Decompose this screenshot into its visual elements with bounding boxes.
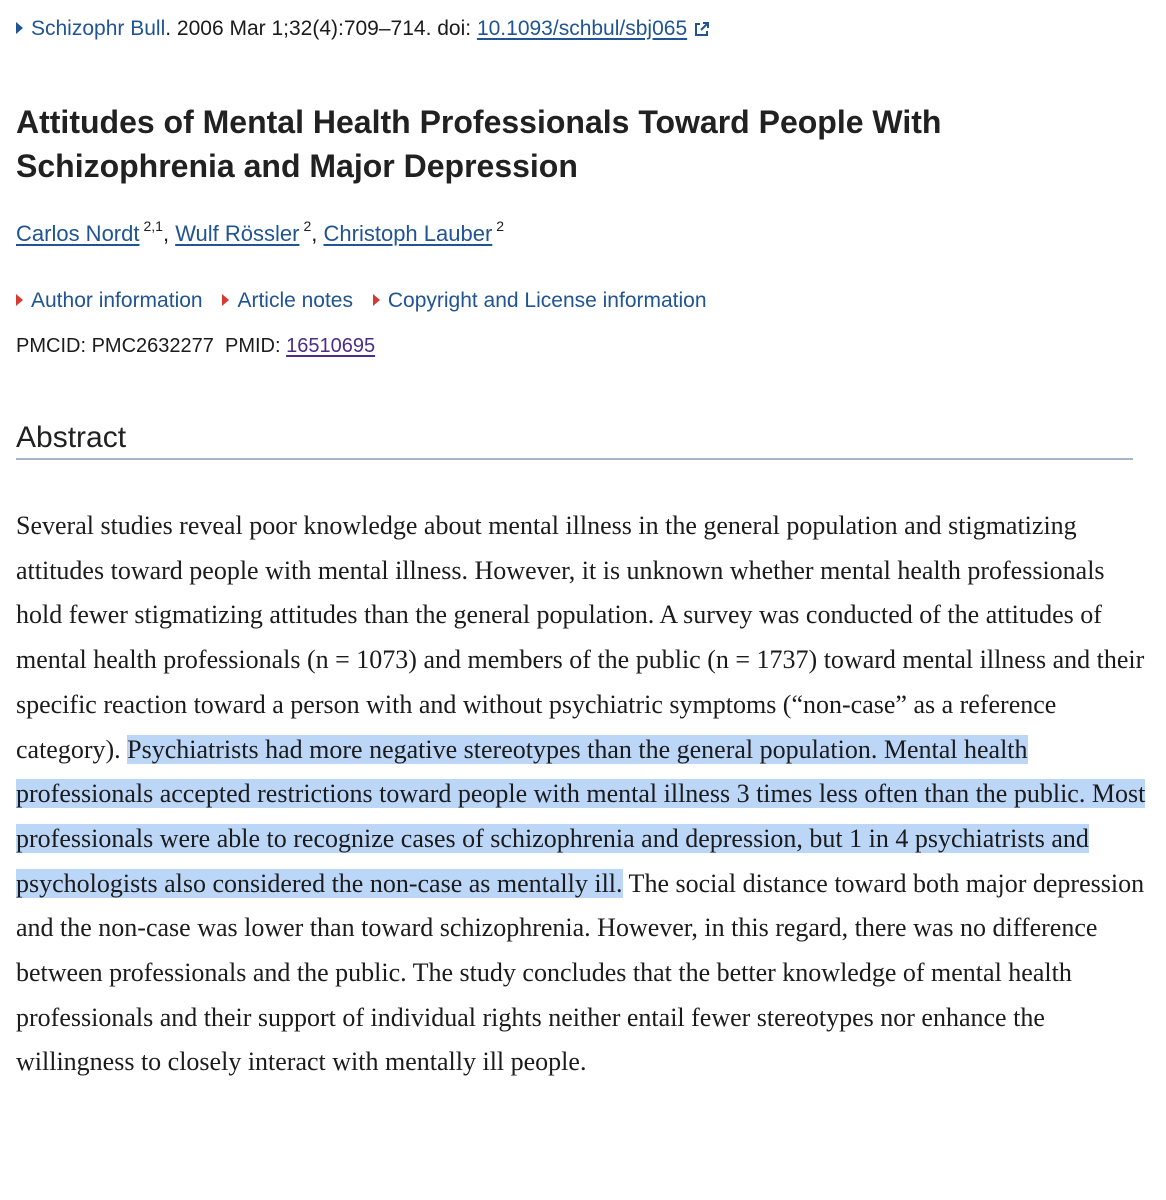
expand-arrow-icon: [373, 294, 380, 306]
info-links: [16, 286, 721, 316]
article-ids: [16, 331, 375, 361]
abstract-heading: Abstract: [16, 421, 127, 454]
author-link[interactable]: Wulf Rössler: [175, 221, 300, 246]
divider: [16, 458, 1133, 460]
journal-toggle[interactable]: Schizophr Bull: [31, 17, 166, 40]
highlighted-selection: Psychiatrists had more negative stereotypes than the general population. Mental health professionals accepted restrictions toward people with mental illness 3 times less often than the public. Most professionals were able to recognize cases of schizophrenia and depression, but 1 in 4 psychiatrists and psychologists also considered the non-case as mentally ill.: [16, 734, 1146, 898]
copyright-license-toggle[interactable]: Copyright and License information: [373, 289, 707, 312]
article-title: [16, 100, 1136, 188]
pmid-label: PMID:: [225, 335, 281, 357]
abstract-text-after: The social distance toward both major depression and the non-case was lower than toward schizophrenia. However, in this regard, there was no difference between professionals and the public. The study concludes that the better knowledge of mental health professionals and their support of individual rights neither entail fewer stereotypes nor enhance the willingness to closely interact with mentally ill people.: [16, 868, 1145, 1077]
pmcid-label: PMCID:: [16, 335, 86, 357]
expand-citation-icon[interactable]: [16, 22, 23, 34]
expand-arrow-icon: [16, 294, 23, 306]
article-title-line-2: Schizophrenia and Major Depression: [16, 148, 578, 184]
author-link[interactable]: Christoph Lauber: [323, 221, 493, 246]
citation-details: . 2006 Mar 1;32(4):709–714. doi:: [165, 17, 477, 40]
article-notes-toggle[interactable]: Article notes: [222, 289, 353, 312]
pmid-link[interactable]: 16510695: [286, 335, 376, 357]
author-link[interactable]: Carlos Nordt: [16, 221, 140, 246]
expand-arrow-icon: [222, 294, 229, 306]
author-information-toggle[interactable]: Author information: [16, 289, 203, 312]
author-affiliation-sup: 2: [496, 218, 505, 234]
author-affiliation-sup: 2: [303, 218, 312, 234]
pmcid-value: PMC2632277: [91, 335, 214, 357]
abstract-text: [16, 504, 1146, 1085]
citation-line: [16, 14, 710, 44]
article-title-line-1: Attitudes of Mental Health Professionals Toward People With: [16, 104, 942, 140]
author-affiliation-sup: 2,1: [143, 218, 163, 234]
author-list: Carlos Nordt $^{2,1}$, Wulf Rössler $^2$, Christoph Lauber $^2$: [16, 218, 505, 246]
doi-link[interactable]: 10.1093/schbul/sbj065: [476, 17, 688, 40]
external-link-icon[interactable]: [693, 21, 710, 38]
abstract-text-before: Several studies reveal poor knowledge about mental illness in the general population and stigmatizing attitudes toward people with mental illness. However, it is unknown whether mental health professionals hold fewer stigmatizing attitudes than the general population. A survey was conducted of the attitudes of mental health professionals (n = 1073) and members of the public (n = 1737) toward mental illness and their specific reaction toward a person with and without psychiatric symptoms (“non-case” as a reference category).: [16, 511, 1145, 764]
